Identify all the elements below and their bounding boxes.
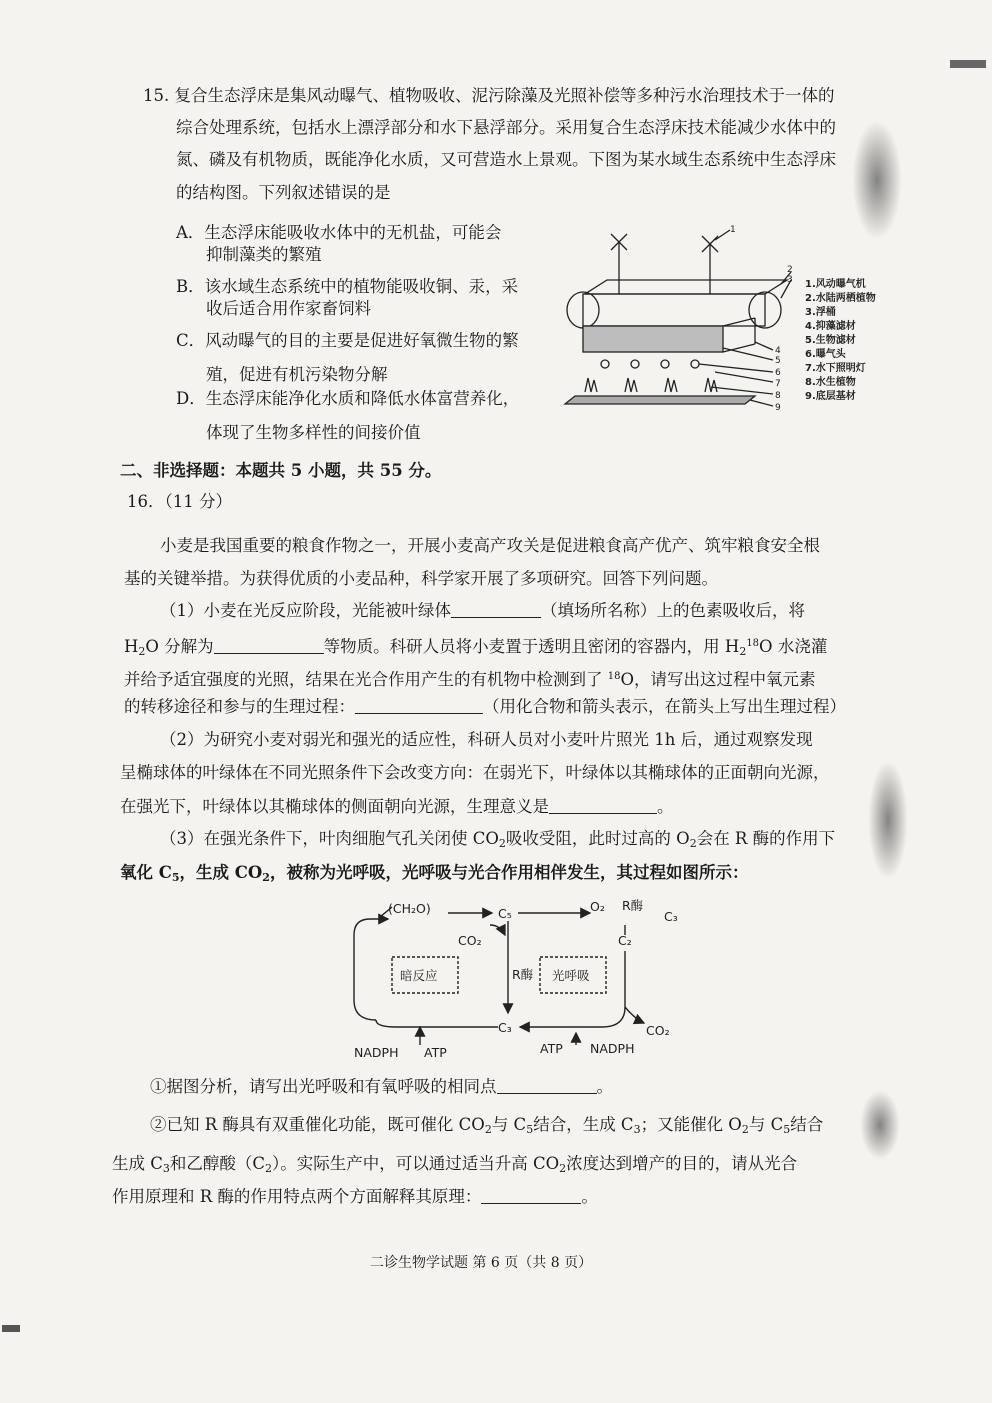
q16-s2-text-b-mid: 和乙醇酸（C xyxy=(169,1154,265,1173)
q16-p1-text-f: 的转移途径和参与的生理过程： xyxy=(124,697,355,716)
q16-s1 xyxy=(150,1076,613,1098)
answer-blank[interactable] xyxy=(451,601,541,618)
scan-smudge xyxy=(868,760,908,880)
section-heading: 二、非选择题：本题共 5 小题，共 55 分。 xyxy=(120,461,442,480)
q16-s2-text-b: 生成 C xyxy=(112,1154,163,1173)
q16-s2-line-3 xyxy=(112,1186,598,1208)
diagram-atp-right: ATP xyxy=(540,1041,563,1056)
diagram-co2-left: CO₂ xyxy=(458,933,482,948)
q16-p1-line-1 xyxy=(160,600,805,622)
q15-option-a-1: A．生态浮床能吸收水体中的无机盐，可能会 xyxy=(176,223,502,242)
subscript: 2 xyxy=(689,837,697,850)
q15-stem-1: 复合生态浮床是集风动曝气、植物吸收、泥污除藻及光照补偿等多种污水治理技术于一体的 xyxy=(174,86,835,105)
diagram-r-top: R酶 xyxy=(622,898,644,913)
q16-p3-text-a-post: 会在 R 酶的作用下 xyxy=(696,829,836,848)
subscript: 2 xyxy=(265,1162,272,1175)
q15-number: 15. xyxy=(143,86,170,105)
q16-p3-text-a: （3）在强光条件下，叶肉细胞气孔关闭使 CO xyxy=(160,829,499,848)
q16-s2-line-1 xyxy=(150,1114,823,1141)
diagram-dark: 暗反应 xyxy=(400,968,438,983)
q16-p3-text-a-mid: 吸收受阻，此时过高的 O xyxy=(505,829,690,848)
figure-num-6: 6 xyxy=(775,368,781,378)
subscript: 3 xyxy=(633,1123,641,1136)
q16-p1-text-a: （1）小麦在光反应阶段，光能被叶绿体 xyxy=(160,601,451,620)
subscript: 2 xyxy=(739,645,747,658)
q16-p3-text-b-post: ，被称为光呼吸，光呼吸与光合作用相伴发生，其过程如图所示： xyxy=(269,863,749,882)
q16-p1-text-e: 并给予适宜强度的光照，结果在光合作用产生的有机物中检测到了 xyxy=(124,670,608,689)
diagram-o2: O₂ xyxy=(590,899,605,914)
q16-intro-1: 小麦是我国重要的粮食作物之一，开展小麦高产攻关是促进粮食高产优产、筑牢粮食安全根 xyxy=(160,536,820,555)
figure-legend-4: 4.抑藻滤材 xyxy=(805,321,856,332)
q16-p1-text-f-post: （用化合物和箭头表示，在箭头上写出生理过程） xyxy=(483,697,846,716)
q15-option-c-1: C．风动曝气的目的主要是促进好氧微生物的繁 xyxy=(176,331,519,350)
q16-s2-text-a: ②已知 R 酶具有双重催化功能，既可催化 CO xyxy=(150,1115,485,1134)
q16-header: 16．（11 分） xyxy=(127,492,232,511)
subscript: 2 xyxy=(741,1123,749,1136)
answer-blank[interactable] xyxy=(214,637,324,654)
q16-s1-text: ①据图分析，请写出光呼吸和有氧呼吸的相同点 xyxy=(150,1077,497,1096)
q16-p1-text-b: （填场所名称）上的色素吸收后，将 xyxy=(541,601,805,620)
diagram-photo: 光呼吸 xyxy=(552,968,590,983)
q16-s2-text-a-mid2: 结合，生成 C xyxy=(533,1115,634,1134)
q15-stem-4: 的结构图。下列叙述错误的是 xyxy=(176,183,391,202)
superscript: 18 xyxy=(746,638,760,649)
q16-s2-line-2 xyxy=(112,1153,797,1180)
q15-option-a-2: 抑制藻类的繁殖 xyxy=(206,245,322,264)
floating-bed-figure xyxy=(555,222,900,422)
q16-p3-text-b-mid: ，生成 CO xyxy=(179,863,263,882)
q16-p1-text-d: 等物质。科研人员将小麦置于透明且密闭的容器内，用 H xyxy=(323,637,740,656)
figure-num-8: 8 xyxy=(775,391,781,401)
q16-s2-text-a-post: 结合 xyxy=(790,1115,824,1134)
subscript: 5 xyxy=(171,871,180,884)
figure-legend-1: 1.风动曝气机 xyxy=(805,279,866,290)
figure-num-2: 2 xyxy=(787,265,793,275)
figure-legend-8: 8.水生植物 xyxy=(805,377,856,388)
q16-s2-text-a-mid: 与 C xyxy=(491,1115,527,1134)
subscript: 2 xyxy=(559,1162,567,1175)
q16-s1-end: 。 xyxy=(596,1077,613,1096)
photorespiration-diagram xyxy=(340,895,700,1065)
q16-s2-text-a-mid4: 与 C xyxy=(748,1115,784,1134)
subscript: 2 xyxy=(138,645,146,658)
q16-p2-line-3 xyxy=(120,796,674,818)
scan-mark xyxy=(950,60,986,68)
answer-blank[interactable] xyxy=(549,797,657,814)
q16-s2-text-b-mid2: ）。实际生产中，可以通过适当升高 CO xyxy=(272,1154,560,1173)
diagram-c2: C₂ xyxy=(618,933,632,948)
figure-num-3: 3 xyxy=(787,275,793,285)
q16-p2-line-1: （2）为研究小麦对弱光和强光的适应性，科研人员对小麦叶片照光 1h 后，通过观察发现 xyxy=(160,730,813,749)
q16-intro-2: 基的关键举措。为获得优质的小麦品种，科学家开展了多项研究。回答下列问题。 xyxy=(124,569,718,588)
q16-p2-end: 。 xyxy=(657,797,674,816)
q16-p2-line-2: 呈椭球体的叶绿体在不同光照条件下会改变方向：在弱光下，叶绿体以其椭球体的正面朝向光源， xyxy=(120,763,830,782)
q15-option-d-1: D．生态浮床能净化水质和降低水体富营养化， xyxy=(176,389,520,408)
q16-p1-line-3 xyxy=(124,666,816,691)
diagram-nadph-left: NADPH xyxy=(354,1045,399,1060)
figure-num-7: 7 xyxy=(775,379,781,389)
diagram-c3-top: C₃ xyxy=(664,909,678,924)
page-footer: 二诊生物学试题 第 6 页（共 8 页） xyxy=(370,1255,593,1271)
diagram-co2-out: CO₂ xyxy=(646,1023,670,1038)
answer-blank[interactable] xyxy=(497,1077,597,1094)
q16-p3-text-b: 氧化 C xyxy=(120,863,172,882)
diagram-r-mid: R酶 xyxy=(512,967,534,982)
q16-p3-line-2 xyxy=(120,862,748,889)
subscript: 2 xyxy=(484,1123,492,1136)
subscript: 2 xyxy=(262,871,270,884)
subscript: 2 xyxy=(498,837,506,850)
figure-num-5: 5 xyxy=(775,356,781,366)
q16-p1-text-e-post: O，请写出这过程中氧元素 xyxy=(620,670,816,689)
superscript: 18 xyxy=(607,671,621,682)
subscript: 5 xyxy=(783,1123,791,1136)
subscript: 5 xyxy=(526,1123,534,1136)
q16-s2-text-b-post: 浓度达到增产的目的，请从光合 xyxy=(566,1154,798,1173)
q16-p1-text-d-post: O 水浇灌 xyxy=(759,637,828,656)
q16-p2-text: 在强光下，叶绿体以其椭球体的侧面朝向光源，生理意义是 xyxy=(120,797,549,816)
q15-line-1 xyxy=(143,85,835,107)
scan-smudge xyxy=(860,1090,900,1160)
q15-stem-3: 氮、磷及有机物质，既能净化水质，又可营造水上景观。下图为某水域生态系统中生态浮床 xyxy=(176,150,836,169)
q16-s2-text-a-mid3: ；又能催化 O xyxy=(640,1115,742,1134)
q15-option-b-1: B．该水域生态系统中的植物能吸收铜、汞，采 xyxy=(176,277,519,296)
q15-option-b-2: 收后适合用作家畜饲料 xyxy=(206,299,371,318)
q16-p1-line-4 xyxy=(124,696,846,718)
q16-s2-text-c: 作用原理和 R 酶的作用特点两个方面解释其原理： xyxy=(112,1187,482,1206)
figure-legend-6: 6.曝气头 xyxy=(805,349,846,360)
q16-p1-line-2 xyxy=(124,633,827,663)
diagram-atp-left: ATP xyxy=(424,1045,447,1060)
subscript: 3 xyxy=(162,1162,170,1175)
diagram-ch2o: (CH₂O) xyxy=(388,901,431,916)
q15-stem-2: 综合处理系统，包括水上漂浮部分和水下悬浮部分。采用复合生态浮床技术能减少水体中的 xyxy=(176,118,836,137)
figure-num-9: 9 xyxy=(775,403,781,413)
diagram-nadph-right: NADPH xyxy=(590,1041,635,1056)
diagram-c3-bottom: C₃ xyxy=(498,1020,512,1035)
q16-p3-line-1 xyxy=(160,828,835,855)
figure-num-4: 4 xyxy=(775,346,781,356)
figure-legend-7: 7.水下照明灯 xyxy=(805,363,866,374)
figure-legend-3: 3.浮桶 xyxy=(805,307,836,318)
diagram-c5-top: C₅ xyxy=(498,906,512,921)
answer-blank[interactable] xyxy=(481,1187,581,1204)
figure-legend-9: 9.底层基材 xyxy=(805,391,856,402)
q16-s2-end: 。 xyxy=(581,1187,598,1206)
q15-option-d-2: 体现了生物多样性的间接价值 xyxy=(206,423,421,442)
q16-p1-h: H xyxy=(124,637,139,656)
q15-option-c-2: 殖，促进有机污染物分解 xyxy=(206,365,388,384)
q16-p1-text-c: O 分解为 xyxy=(145,637,214,656)
figure-legend-5: 5.生物滤材 xyxy=(805,335,856,346)
figure-legend-2: 2.水陆两栖植物 xyxy=(805,293,876,304)
scan-mark xyxy=(2,1325,20,1332)
answer-blank[interactable] xyxy=(355,697,483,714)
figure-num-1: 1 xyxy=(730,225,736,235)
